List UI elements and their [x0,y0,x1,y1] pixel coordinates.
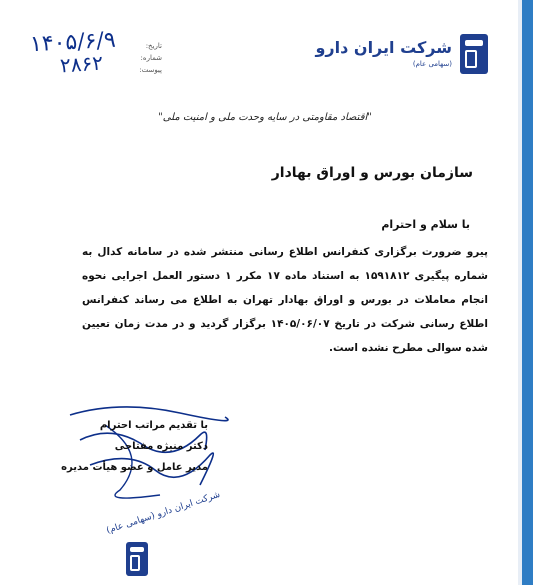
handwritten-date: ۱۴۰۵/۶/۹ [29,27,117,58]
closing-block [61,415,208,478]
stamp-logo-icon [126,542,148,576]
letter-body: پیرو ضرورت برگزاری کنفرانس اطلاع رسانی منتشر شده در سامانه کدال به شماره پیگیری ۱۵۹۱۸۱۲ به استناد ماده ۱۷ مکرر ۱ دستور العمل اجرایی نحوه انجام معاملات در بورس و اوراق بهادار تهران به اطلاع می رساند کنفرانس اطلاع رسانی شرکت در تاریخ ۱۴۰۵/۰۶/۰۷ برگزار گردید و در مدت زمان تعیین شده سوالی مطرح نشده است. [82,246,488,354]
signatory-title: مدیر عامل و عضو هیأت مدیره [61,462,208,473]
page-edge-bar [518,0,533,585]
closing-regards: با تقدیم مراتب احترام [99,420,208,431]
stamp-text: شرکت ایران دارو (سهامی عام) [105,489,222,537]
date-label: تاریخ: [145,42,162,50]
attachment-label: پیوست: [139,66,162,74]
signatory-name: دکتر منیژه مفتاحی [114,441,208,452]
handwritten-number: ۲۸۶۲ [59,50,104,78]
company-logo-icon [460,34,488,74]
recipient: سازمان بورس و اوراق بهادار [271,165,473,181]
slogan: "اقتصاد مقاومتی در سایه وحدت ملی و امنیت ملی" [158,112,372,123]
company-header [308,34,488,84]
greeting: با سلام و احترام [381,218,470,231]
company-name: شرکت ایران دارو [315,38,452,57]
letter-meta-labels [122,40,162,76]
company-subtitle: (سهامی عام) [412,60,452,68]
company-stamp [104,489,224,582]
number-label: شماره: [140,54,162,62]
